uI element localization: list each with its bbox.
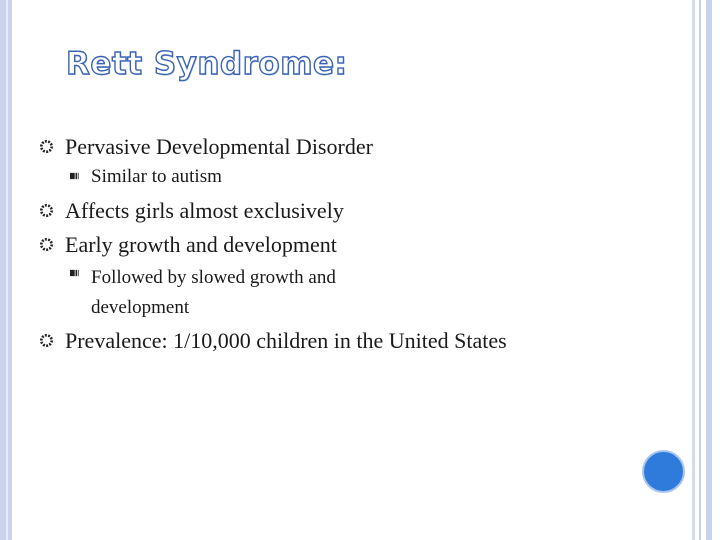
bullet-text: Pervasive Developmental Disorder: [65, 134, 373, 159]
decorative-circle: [642, 450, 685, 493]
bullet-text: Early growth and development: [65, 232, 337, 257]
gear-bullet-icon: [40, 140, 53, 153]
right-border-decoration: [686, 0, 720, 540]
slide-title: Rett Syndrome:: [66, 46, 348, 82]
bullet-text: Followed by slowed growth and development: [91, 267, 336, 318]
gear-bullet-icon: [40, 204, 53, 217]
gear-bullet-icon: [40, 238, 53, 251]
left-border-decoration: [0, 0, 12, 540]
sub-bullet-item: [70, 166, 222, 188]
bullet-item: [40, 232, 337, 258]
bullet-item: [40, 328, 507, 354]
bullet-item: [40, 134, 373, 160]
tag-bullet-icon: [70, 269, 81, 277]
gear-bullet-icon: [40, 334, 53, 347]
bullet-text: Prevalence: 1/10,000 children in the United States: [65, 328, 507, 353]
bullet-item: [40, 198, 344, 224]
bullet-text: Affects girls almost exclusively: [65, 198, 344, 223]
sub-bullet-item: [70, 263, 381, 323]
tag-bullet-icon: [70, 172, 81, 180]
bullet-text: Similar to autism: [91, 166, 222, 187]
